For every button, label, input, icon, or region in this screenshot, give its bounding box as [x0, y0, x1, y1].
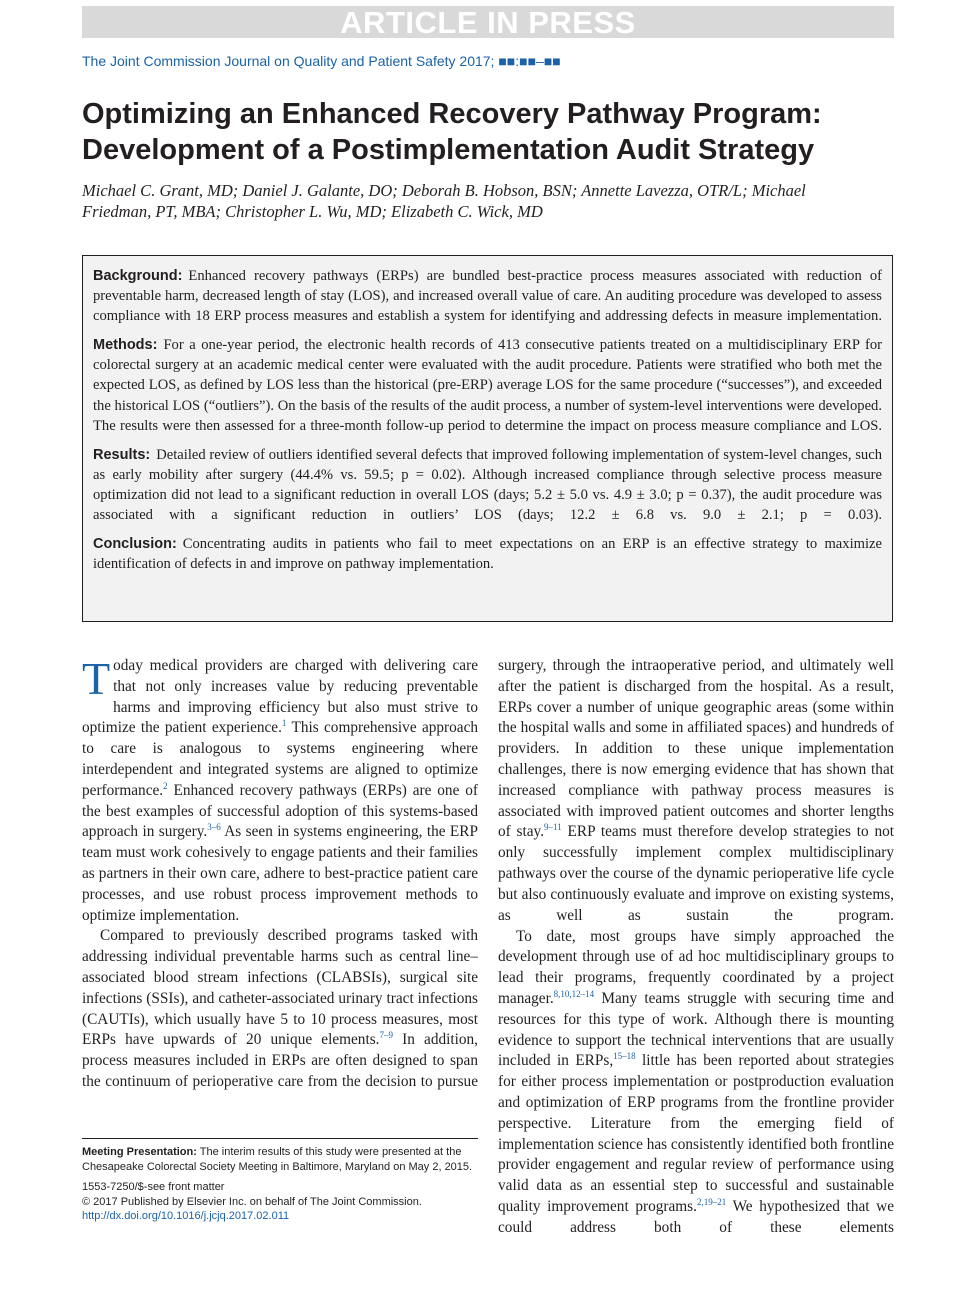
- citation-ref[interactable]: 3–6: [207, 822, 221, 833]
- paragraph-text: Enhanced recovery pathways (ERPs) are one of the best examples of successful adoption of this systems-based approach in surgery.: [82, 781, 478, 841]
- abstract-results-text: Detailed review of outliers identified several defects that improved following implementation of system-level changes, such as early mobility after surgery (44.4% vs. 59.5; p = 0.02). Although increased compliance through selective process measure optimization did not lead to a significant reduction in overall LOS (days; 5.2 ± 5.0 vs. 4.9 ± 3.0; p = 0.37), the audit procedure was associated with a significant reduction in outliers’ LOS (days; 12.2 ± 6.8 vs. 9.0 ± 2.1; p = 0.03).: [93, 446, 882, 524]
- citation-ref[interactable]: 15–18: [613, 1051, 636, 1062]
- paragraph-text: Compared to previously described programs tasked with addressing individual preventable harms such as central line–associated blood stream infections (CLABSIs), surgical site infections (SSIs), and catheter-associated urinary tract infections (CAUTIs), which usually have 5 to 10 process measures, most ERPs have upwards of 20 unique elements.: [82, 927, 478, 1049]
- citation-ref[interactable]: 7–9: [379, 1030, 393, 1041]
- paragraph-text: surgery, through the intraoperative period, and ultimately well after the patient is discharged from the hospital. As a result, ERPs cover a number of unique geographic areas (some within the hospital walls and some in affiliated spaces) and hundreds of providers. In addition to these unique implementation challenges, there is now emerging evidence that has shown that increased compliance with pathway process measures is associated with improved patient outcomes and shorter lengths of stay.: [498, 656, 894, 841]
- article-title: [82, 96, 894, 168]
- author-line: Friedman, PT, MBA; Christopher L. Wu, MD; Elizabeth C. Wick, MD: [82, 202, 543, 221]
- paragraph-text: ERP teams must therefore develop strategies to not only successfully implement complex multidisciplinary pathways over the course of the dynamic perioperative life cycle but also continuously evaluate and improve on existing systems, as well as sustain the program.: [498, 823, 894, 924]
- paragraph-text: We hypothesized that we could address both of these elements: [498, 1197, 895, 1236]
- body-paragraph-programs-continued: [498, 656, 894, 927]
- paragraph-clip: [82, 926, 478, 1092]
- abstract-background-label: Background:: [93, 268, 183, 284]
- meeting-presentation-text: The interim results of this study were presented at the Chesapeake Colorectal Society Meeting in Baltimore, Maryland on May 2, 2015.: [82, 1146, 473, 1173]
- paragraph-text: Many teams struggle with securing time and resources for this type of work. Although there is mounting evidence to support the technical interventions that are usually included in ERPs,: [498, 989, 894, 1070]
- paragraph-text: In addition, process measures included in ERPs are often designed to span the continuum of perioperative care from the decision to pursue: [82, 1031, 478, 1090]
- body-column-right: [498, 656, 894, 1239]
- paragraph-text: little has been reported about strategies for either process implementation or postproduction evaluation and optimization of ERP programs from the frontline provider perspective. Literature from the emerging field of implementation science has consistently identified both frontline provider engagement and regular review of performance using valid data as an essential step to successful and sustainable quality improvement programs.: [498, 1052, 894, 1215]
- journal-citation[interactable]: The Joint Commission Journal on Quality and Patient Safety 2017; ■■:■■–■■: [82, 53, 561, 69]
- title-line: Development of a Postimplementation Audit Strategy: [82, 134, 815, 166]
- citation-ref[interactable]: 1: [281, 718, 287, 729]
- paragraph-text: This comprehensive approach to care is analogous to systems engineering where interdependent and integrated systems are aligned to optimize performance.: [82, 719, 479, 799]
- copyright-line: © 2017 Published by Elsevier Inc. on behalf of The Joint Commission.: [82, 1195, 422, 1208]
- citation-ref[interactable]: 2,19–21: [696, 1196, 727, 1207]
- citation-ref[interactable]: 9–11: [544, 822, 562, 833]
- body-column-left: [82, 653, 479, 1093]
- paragraph-text: oday medical providers are charged with delivering care that not only increases value by reducing preventable harms and improving efficiency but also must strive to optimize the patient experience.: [82, 657, 478, 737]
- title-line: Optimizing an Enhanced Recovery Pathway Program:: [82, 98, 822, 130]
- drop-cap: T: [82, 653, 111, 704]
- abstract-conclusion: [93, 534, 882, 574]
- abstract-conclusion-label: Conclusion:: [93, 536, 177, 553]
- meeting-presentation-note: [82, 1145, 478, 1174]
- citation-ref[interactable]: 2: [163, 780, 168, 791]
- paragraph-text: As seen in systems engineering, the ERP team must work cohesively to engage patients and their families as partners in their own care, adhere to best-practice patient care processes, and use robust process improvement methods to optimize implementation.: [82, 823, 478, 924]
- article-in-press-banner: ARTICLE IN PRESS: [82, 6, 894, 38]
- meeting-presentation-label: Meeting Presentation:: [82, 1146, 197, 1158]
- body-paragraph-programs: [82, 926, 478, 1092]
- author-list: [82, 180, 894, 222]
- body-paragraph-to-date: [498, 927, 894, 1239]
- abstract-background-text: Enhanced recovery pathways (ERPs) are bundled best-practice process measures associated with reduction of preventable harm, decreased length of stay (LOS), and increased overall value of care. An auditing procedure was developed to assess compliance with 18 ERP process measures and establish a system for identifying and addressing defects in measure implementation.: [93, 268, 882, 325]
- citation-ref[interactable]: 8,10,12–14: [553, 988, 595, 999]
- paragraph-text: To date, most groups have simply approached the development through use of ad hoc multidisciplinary groups to lead their programs, frequently coordinated by a project manager.: [498, 927, 894, 1007]
- abstract-results-label: Results:: [93, 446, 151, 463]
- footnotes: [82, 1145, 478, 1224]
- issn-line: 1553-7250/$-see front matter: [82, 1181, 225, 1193]
- author-line: Michael C. Grant, MD; Daniel J. Galante, DO; Deborah B. Hobson, BSN; Annette Lavezza, OTR/L; Michael: [82, 181, 806, 200]
- body-paragraph-programs-clone: [498, 656, 894, 926]
- abstract-methods-text: For a one-year period, the electronic health records of 413 consecutive patients treated on a multidisciplinary ERP for colorectal surgery at an academic medical center were evaluated with the audit procedure. Patients were stratified who both met the expected LOS, as defined by LOS less than the historical (pre-ERP) average LOS for the same procedure (“successes”), and exceeded the historical LOS (“outliers”). On the basis of the results of the audit process, a number of system-level interventions were developed. The results were then assessed for a three-month follow-up period to determine the impact on process measure compliance and LOS.: [93, 337, 882, 434]
- abstract-methods-label: Methods:: [93, 337, 158, 354]
- abstract-background: [93, 266, 882, 326]
- abstract-methods: [93, 335, 882, 435]
- doi-link[interactable]: http://dx.doi.org/10.1016/j.jcjq.2017.02.011: [82, 1210, 290, 1222]
- abstract-box: [82, 255, 893, 622]
- footnote-divider: [82, 1138, 478, 1139]
- abstract-results: [93, 445, 882, 525]
- body-paragraph-intro: [82, 653, 479, 926]
- abstract-conclusion-text: Concentrating audits in patients who fail to meet expectations on an ERP is an effective strategy to maximize identification of defects in and improve on pathway implementation.: [93, 536, 882, 573]
